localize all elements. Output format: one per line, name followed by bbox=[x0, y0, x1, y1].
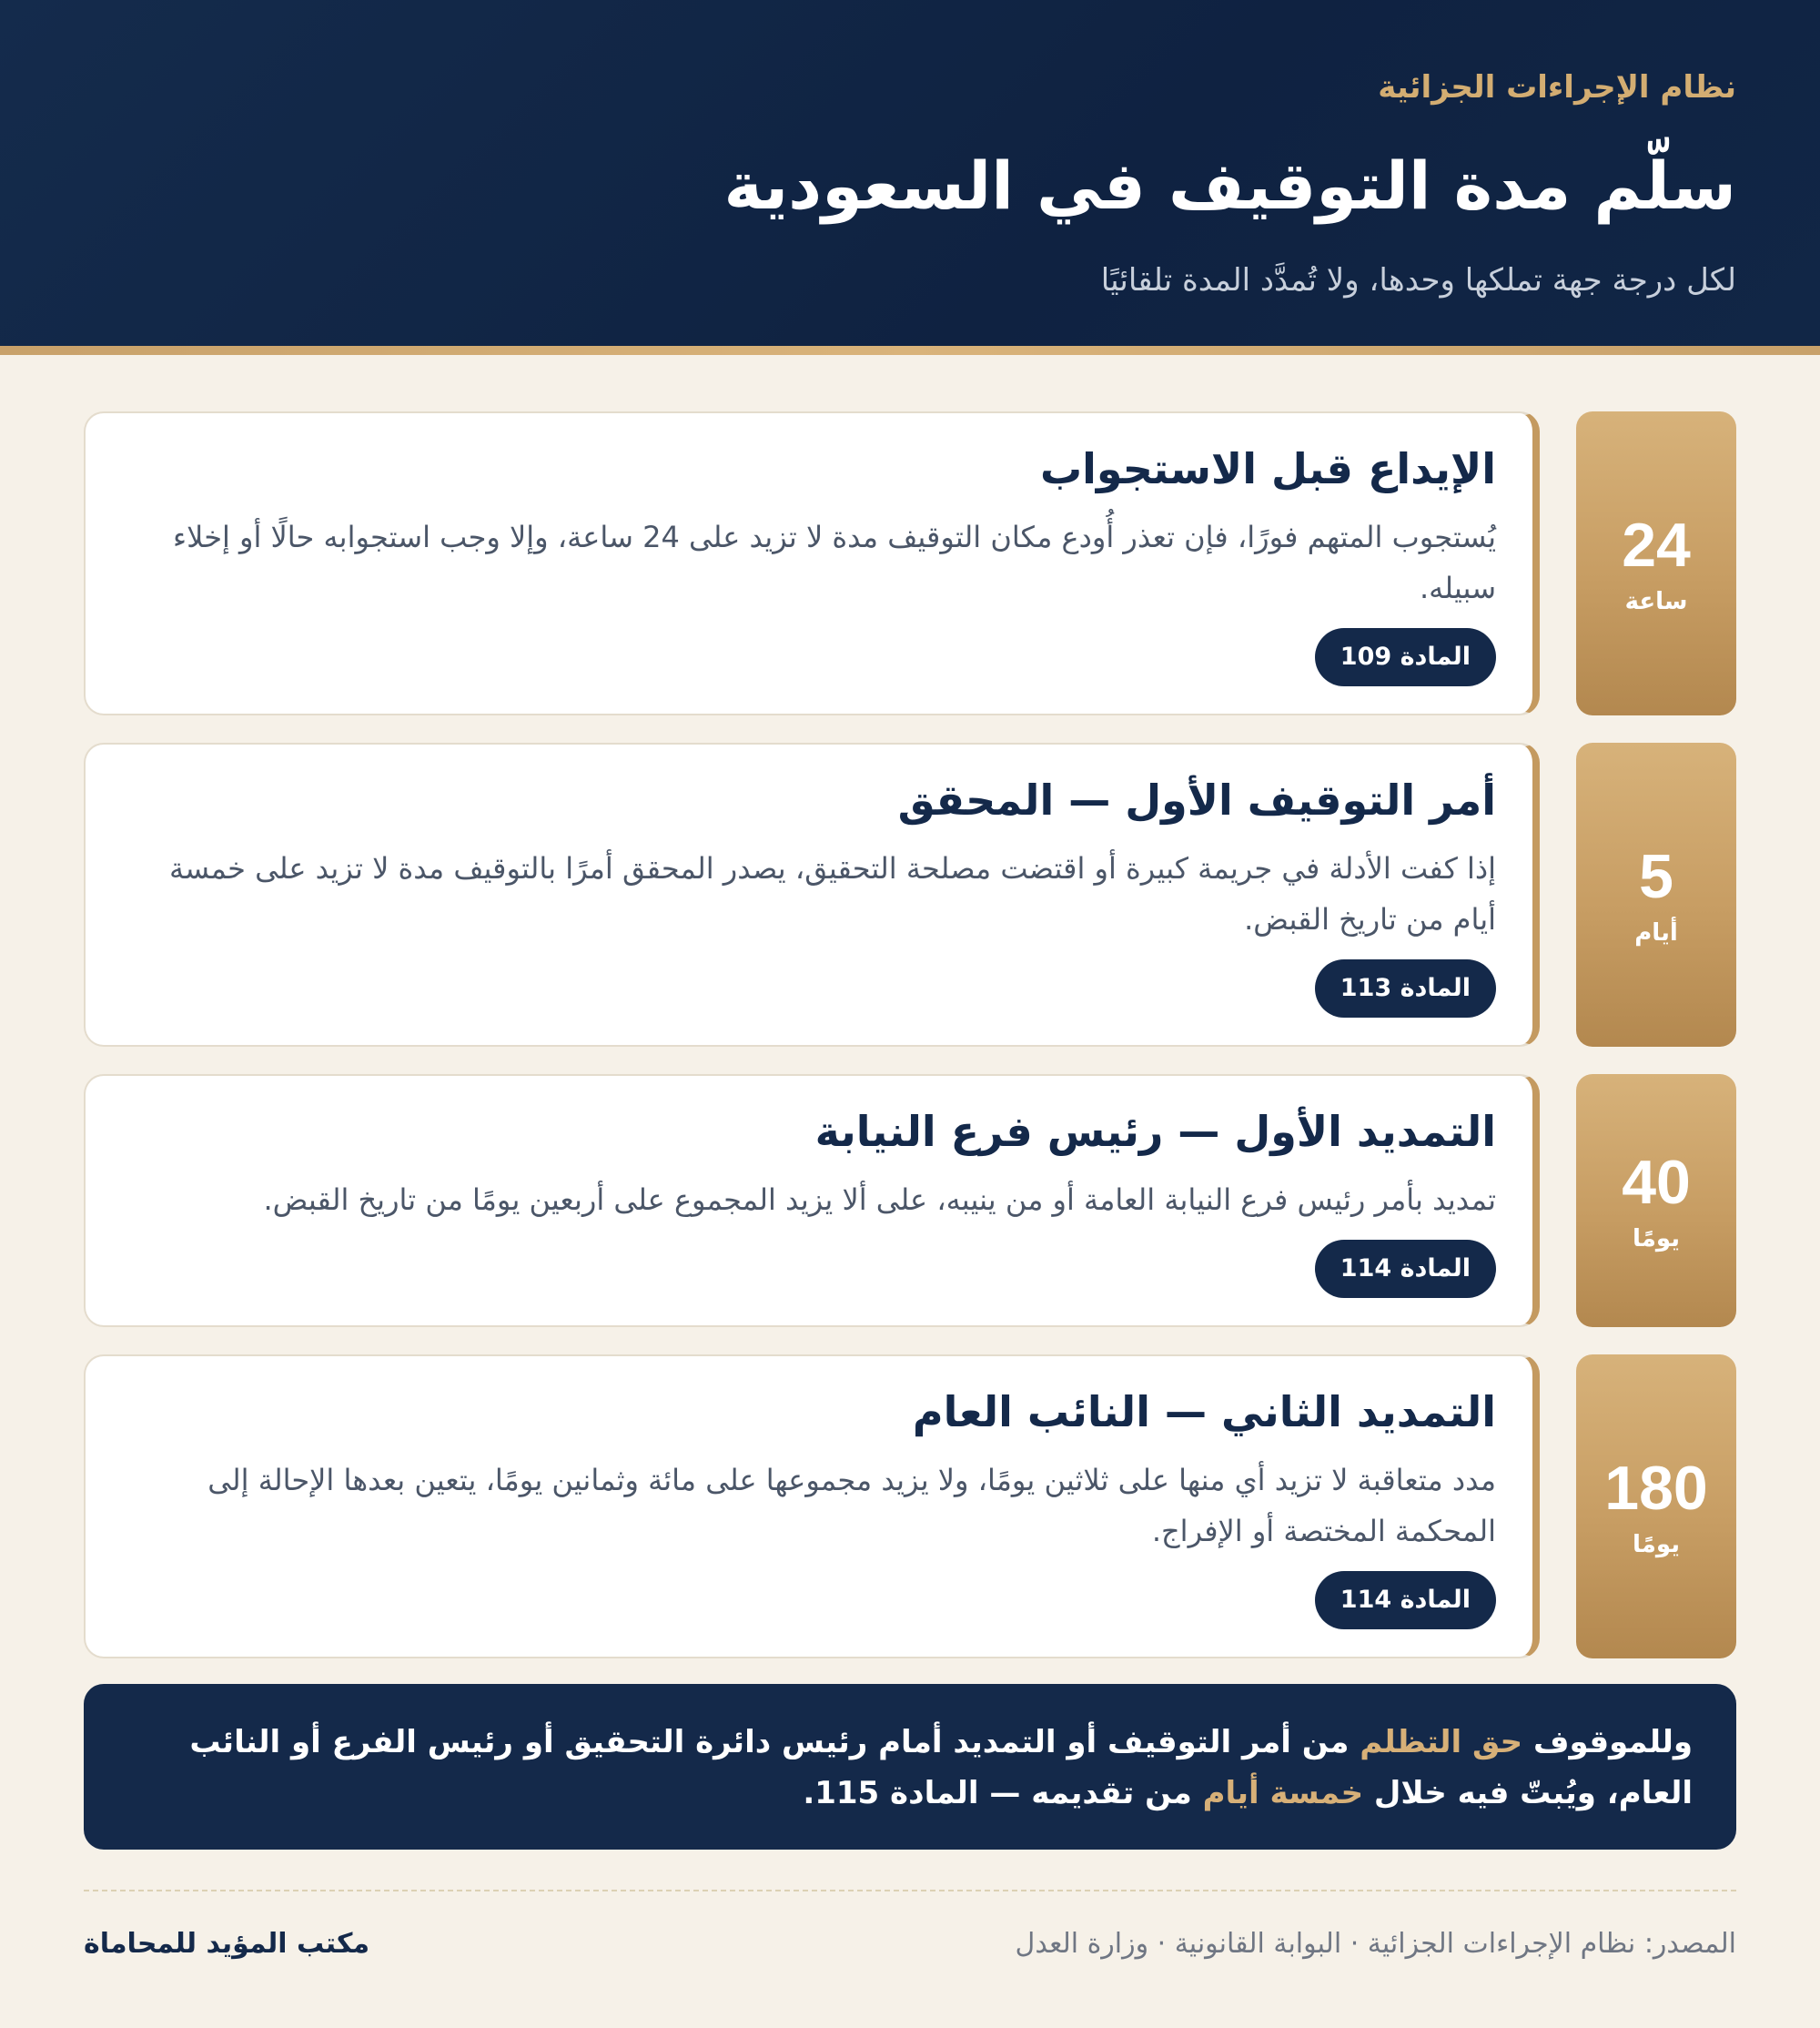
duration-number: 24 bbox=[1622, 511, 1691, 580]
grievance-note-text bbox=[127, 1717, 1693, 1819]
header-gold-rule bbox=[0, 346, 1820, 355]
duration-unit: يومًا bbox=[1633, 1531, 1680, 1558]
step-row-24-hours bbox=[84, 411, 1736, 715]
note-text-part: وللموقوف bbox=[1522, 1724, 1693, 1760]
duration-unit: أيام bbox=[1634, 919, 1678, 947]
step-card bbox=[84, 411, 1540, 715]
step-row-5-days bbox=[84, 743, 1736, 1047]
step-title: التمديد الأول — رئيس فرع النيابة bbox=[814, 1107, 1496, 1156]
step-description: إذا كفت الأدلة في جريمة كبيرة أو اقتضت مصلحة التحقيق، يصدر المحقق أمرًا بالتوقيف مدة لا تزيد على خمسة أيام من تاريخ القبض. bbox=[168, 851, 1496, 937]
detention-steps-list bbox=[84, 411, 1736, 1686]
footer-divider bbox=[84, 1890, 1736, 1891]
duration-number: 180 bbox=[1604, 1454, 1708, 1523]
duration-number: 40 bbox=[1622, 1148, 1691, 1217]
step-description: يُستجوب المتهم فورًا، فإن تعذر أُودع مكان التوقيف مدة لا تزيد على 24 ساعة، وإلا وجب استجوابه حالًا أو إخلاء سبيله. bbox=[173, 520, 1496, 605]
brand-name: مكتب المؤيد للمحاماة bbox=[84, 1928, 370, 1960]
article-tag: المادة 114 bbox=[1315, 1571, 1496, 1629]
duration-number: 5 bbox=[1639, 842, 1673, 911]
step-title: الإيداع قبل الاستجواب bbox=[1039, 444, 1496, 493]
duration-badge bbox=[1576, 1074, 1736, 1327]
duration-unit: ساعة bbox=[1624, 588, 1688, 615]
page-subtitle: لكل درجة جهة تملكها وحدها، ولا تُمدَّد المدة تلقائيًا bbox=[1100, 262, 1736, 299]
step-description: تمديد بأمر رئيس فرع النيابة العامة أو من ينيبه، على ألا يزيد المجموع على أربعين يومًا من تاريخ القبض. bbox=[263, 1182, 1496, 1217]
step-title: أمر التوقيف الأول — المحقق bbox=[897, 776, 1496, 825]
header-eyebrow: نظام الإجراءات الجزائية bbox=[1378, 69, 1736, 106]
step-card bbox=[84, 1074, 1540, 1327]
note-text-part: من تقديمه — المادة 115. bbox=[803, 1775, 1203, 1811]
source-line: المصدر: نظام الإجراءات الجزائية · البوابة القانونية · وزارة العدل bbox=[1015, 1928, 1736, 1960]
step-description: مدد متعاقبة لا تزيد أي منها على ثلاثين يومًا، ولا يزيد مجموعها على مائة وثمانين يومًا، يتعين بعدها الإحالة إلى المحكمة المختصة أو الإفراج. bbox=[207, 1463, 1496, 1548]
step-row-180-days bbox=[84, 1354, 1736, 1658]
note-highlight-right: حق التظلم bbox=[1360, 1724, 1523, 1760]
page-title: سلّم مدة التوقيف في السعودية bbox=[723, 147, 1736, 224]
note-highlight-days: خمسة أيام bbox=[1202, 1775, 1364, 1811]
article-tag: المادة 114 bbox=[1315, 1240, 1496, 1298]
note-text-part: من أمر التوقيف أو التمديد أمام رئيس دائرة التحقيق أو رئيس الفرع أو النائب العام، ويُبتّ فيه خلال bbox=[189, 1724, 1693, 1811]
step-card bbox=[84, 743, 1540, 1047]
duration-badge bbox=[1576, 411, 1736, 715]
article-tag: المادة 109 bbox=[1315, 628, 1496, 686]
duration-badge bbox=[1576, 1354, 1736, 1658]
page-header bbox=[0, 0, 1820, 346]
page-footer bbox=[84, 1922, 1736, 1966]
step-card bbox=[84, 1354, 1540, 1658]
duration-badge bbox=[1576, 743, 1736, 1047]
duration-unit: يومًا bbox=[1633, 1225, 1680, 1252]
step-row-40-days bbox=[84, 1074, 1736, 1327]
step-title: التمديد الثاني — النائب العام bbox=[912, 1387, 1496, 1436]
article-tag: المادة 113 bbox=[1315, 959, 1496, 1018]
grievance-note bbox=[84, 1684, 1736, 1850]
